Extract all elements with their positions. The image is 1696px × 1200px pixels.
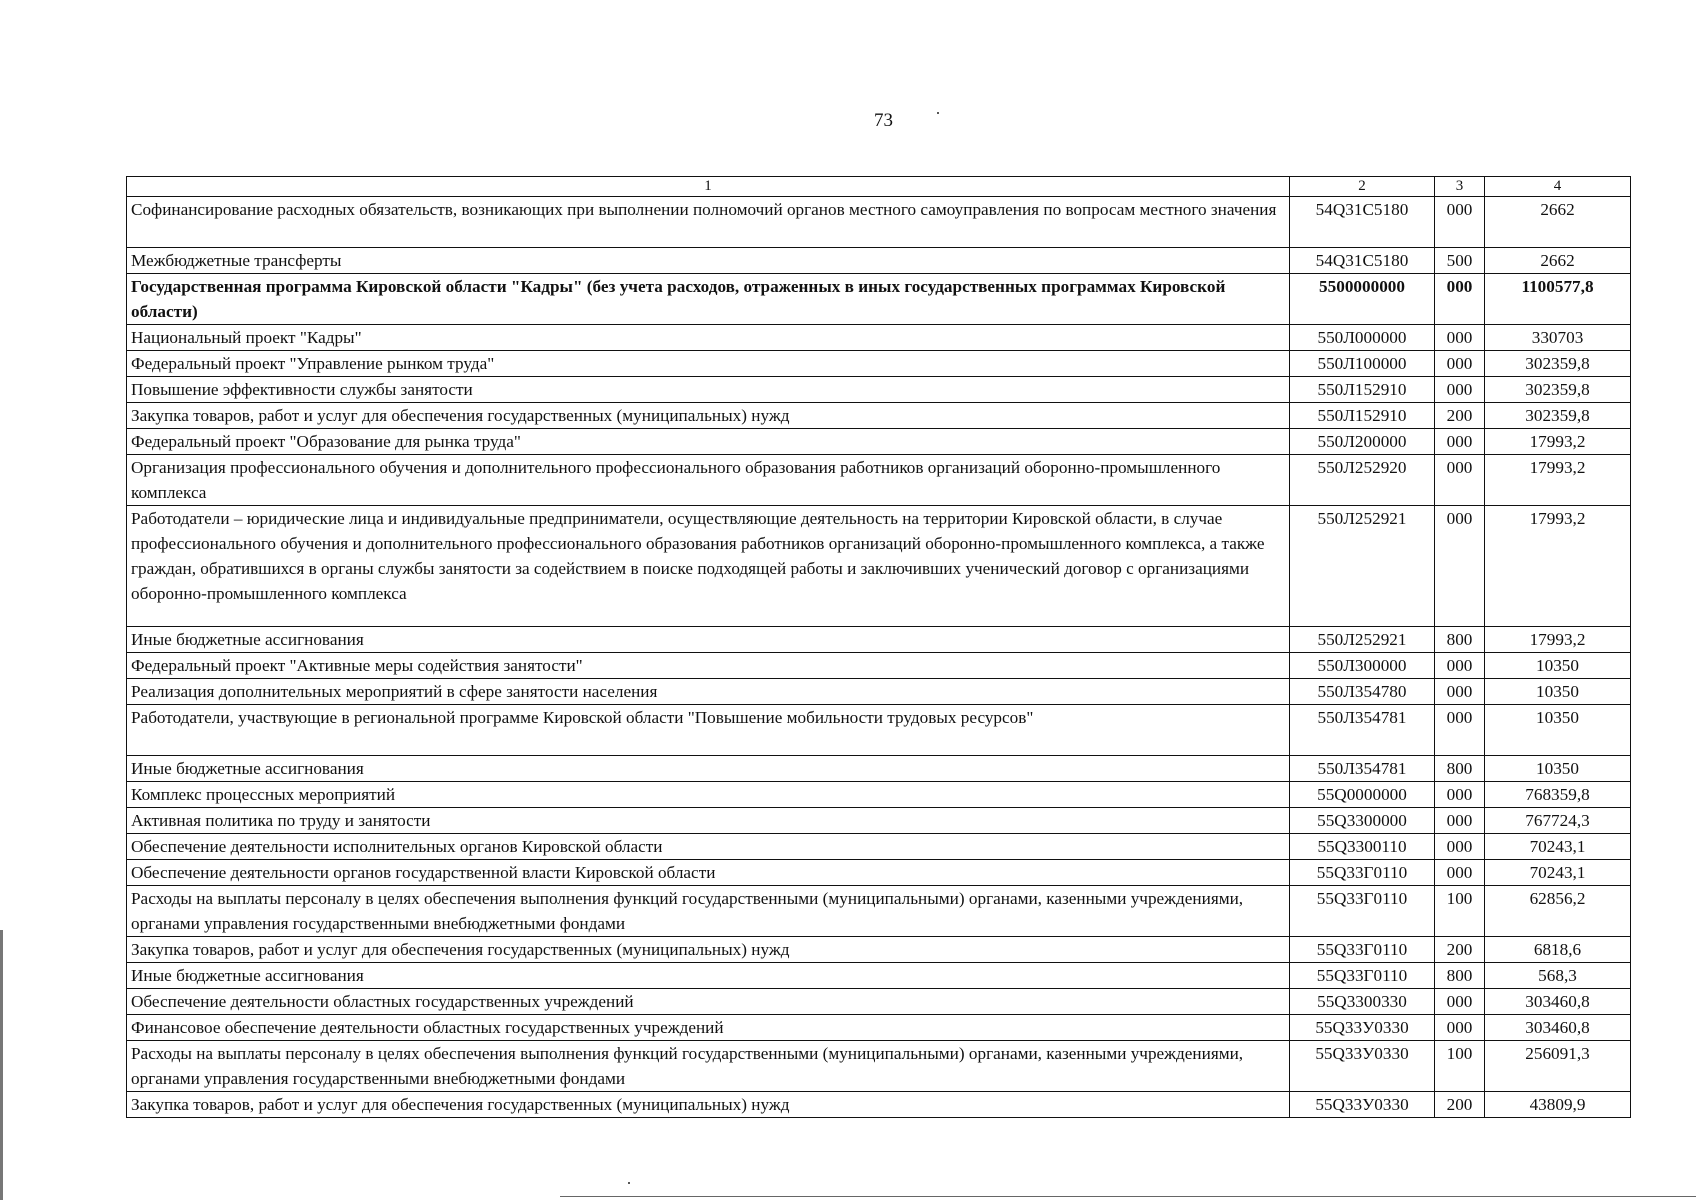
row-sum-cell: 302359,8	[1485, 403, 1631, 429]
table-row	[127, 506, 1631, 627]
row-name-cell: Работодатели – юридические лица и индивидуальные предприниматели, осуществляющие деятельность на территории Кировской области, в случае профессионального обучения и дополнительного профессионального образования работников организаций оборонно-промышленного комплекса, а также граждан, обратившихся в органы службы занятости за содействием в поиске подходящей работы и заключивших ученический договор с организациями оборонно-промышленного комплекса	[127, 506, 1290, 627]
row-name-cell: Работодатели, участвующие в региональной программе Кировской области "Повышение мобильности трудовых ресурсов"	[127, 705, 1290, 756]
budget-table-body	[127, 177, 1631, 1118]
row-sum-cell: 43809,9	[1485, 1092, 1631, 1118]
row-sum-cell: 256091,3	[1485, 1041, 1631, 1092]
row-code-cell: 550Л100000	[1290, 351, 1435, 377]
scan-edge	[0, 930, 3, 1200]
row-code-cell: 550Л252921	[1290, 627, 1435, 653]
row-kind-cell: 000	[1435, 1015, 1485, 1041]
row-sum-cell: 330703	[1485, 325, 1631, 351]
row-code-cell: 550Л354780	[1290, 679, 1435, 705]
table-row	[127, 248, 1631, 274]
row-code-cell: 55Q3300000	[1290, 808, 1435, 834]
row-sum-cell: 10350	[1485, 679, 1631, 705]
table-row	[127, 274, 1631, 325]
row-kind-cell: 000	[1435, 860, 1485, 886]
row-sum-cell: 1100577,8	[1485, 274, 1631, 325]
row-name-cell: Федеральный проект "Активные меры содействия занятости"	[127, 653, 1290, 679]
row-sum-cell: 70243,1	[1485, 860, 1631, 886]
table-row	[127, 455, 1631, 506]
row-code-cell: 550Л000000	[1290, 325, 1435, 351]
table-row	[127, 1092, 1631, 1118]
row-kind-cell: 100	[1435, 1041, 1485, 1092]
row-code-cell: 550Л252921	[1290, 506, 1435, 627]
row-kind-cell: 000	[1435, 351, 1485, 377]
row-kind-cell: 000	[1435, 705, 1485, 756]
row-name-cell: Государственная программа Кировской области "Кадры" (без учета расходов, отраженных в иных государственных программах Кировской области)	[127, 274, 1290, 325]
row-code-cell: 55Q3300330	[1290, 989, 1435, 1015]
row-name-cell: Закупка товаров, работ и услуг для обеспечения государственных (муниципальных) нужд	[127, 937, 1290, 963]
table-row	[127, 963, 1631, 989]
table-row	[127, 886, 1631, 937]
row-code-cell: 55Q0000000	[1290, 782, 1435, 808]
table-row	[127, 705, 1631, 756]
row-kind-cell: 000	[1435, 429, 1485, 455]
row-code-cell: 550Л354781	[1290, 705, 1435, 756]
table-header-row	[127, 177, 1631, 197]
table-row	[127, 1041, 1631, 1092]
row-code-cell: 54Q31C5180	[1290, 197, 1435, 248]
row-kind-cell: 000	[1435, 197, 1485, 248]
row-kind-cell: 100	[1435, 886, 1485, 937]
table-row	[127, 989, 1631, 1015]
row-kind-cell: 000	[1435, 325, 1485, 351]
row-sum-cell: 303460,8	[1485, 989, 1631, 1015]
row-sum-cell: 768359,8	[1485, 782, 1631, 808]
row-name-cell: Межбюджетные трансферты	[127, 248, 1290, 274]
row-kind-cell: 000	[1435, 834, 1485, 860]
row-name-cell: Федеральный проект "Управление рынком труда"	[127, 351, 1290, 377]
table-row	[127, 377, 1631, 403]
row-sum-cell: 10350	[1485, 756, 1631, 782]
row-kind-cell: 000	[1435, 274, 1485, 325]
row-name-cell: Комплекс процессных мероприятий	[127, 782, 1290, 808]
row-code-cell: 550Л152910	[1290, 403, 1435, 429]
row-name-cell: Обеспечение деятельности исполнительных органов Кировской области	[127, 834, 1290, 860]
budget-table	[126, 176, 1631, 1118]
table-row	[127, 937, 1631, 963]
header-cell-3: 3	[1435, 177, 1485, 197]
row-kind-cell: 000	[1435, 679, 1485, 705]
table-row	[127, 860, 1631, 886]
scan-speck	[937, 112, 939, 114]
row-sum-cell: 70243,1	[1485, 834, 1631, 860]
page-number: 73	[874, 110, 893, 131]
row-code-cell: 55Q33У0330	[1290, 1041, 1435, 1092]
table-row	[127, 679, 1631, 705]
row-code-cell: 55Q33У0330	[1290, 1015, 1435, 1041]
row-code-cell: 55Q33У0330	[1290, 1092, 1435, 1118]
row-name-cell: Закупка товаров, работ и услуг для обеспечения государственных (муниципальных) нужд	[127, 403, 1290, 429]
row-name-cell: Национальный проект "Кадры"	[127, 325, 1290, 351]
row-kind-cell: 000	[1435, 808, 1485, 834]
row-kind-cell: 000	[1435, 377, 1485, 403]
row-sum-cell: 568,3	[1485, 963, 1631, 989]
row-sum-cell: 17993,2	[1485, 506, 1631, 627]
row-kind-cell: 000	[1435, 506, 1485, 627]
row-name-cell: Софинансирование расходных обязательств, возникающих при выполнении полномочий органов местного самоуправления по вопросам местного значения	[127, 197, 1290, 248]
row-name-cell: Активная политика по труду и занятости	[127, 808, 1290, 834]
table-row	[127, 808, 1631, 834]
table-row	[127, 325, 1631, 351]
table-row	[127, 627, 1631, 653]
row-name-cell: Организация профессионального обучения и дополнительного профессионального образования работников организаций оборонно-промышленного комплекса	[127, 455, 1290, 506]
row-name-cell: Закупка товаров, работ и услуг для обеспечения государственных (муниципальных) нужд	[127, 1092, 1290, 1118]
row-sum-cell: 302359,8	[1485, 377, 1631, 403]
table-row	[127, 351, 1631, 377]
row-name-cell: Расходы на выплаты персоналу в целях обеспечения выполнения функций государственными (муниципальными) органами, казенными учреждениями, органами управления государственными внебюджетными фондами	[127, 1041, 1290, 1092]
table-row	[127, 1015, 1631, 1041]
row-sum-cell: 10350	[1485, 653, 1631, 679]
row-code-cell: 55Q3300110	[1290, 834, 1435, 860]
row-name-cell: Обеспечение деятельности областных государственных учреждений	[127, 989, 1290, 1015]
row-code-cell: 55Q33Г0110	[1290, 963, 1435, 989]
row-kind-cell: 200	[1435, 403, 1485, 429]
table-row	[127, 403, 1631, 429]
table-row	[127, 782, 1631, 808]
scan-bottom-rule	[560, 1196, 1696, 1197]
row-sum-cell: 17993,2	[1485, 627, 1631, 653]
row-sum-cell: 302359,8	[1485, 351, 1631, 377]
row-sum-cell: 767724,3	[1485, 808, 1631, 834]
header-cell-2: 2	[1290, 177, 1435, 197]
row-name-cell: Расходы на выплаты персоналу в целях обеспечения выполнения функций государственными (муниципальными) органами, казенными учреждениями, органами управления государственными внебюджетными фондами	[127, 886, 1290, 937]
row-kind-cell: 000	[1435, 989, 1485, 1015]
row-name-cell: Иные бюджетные ассигнования	[127, 756, 1290, 782]
row-code-cell: 55Q33Г0110	[1290, 886, 1435, 937]
row-name-cell: Иные бюджетные ассигнования	[127, 963, 1290, 989]
row-code-cell: 55Q33Г0110	[1290, 937, 1435, 963]
row-code-cell: 550Л152910	[1290, 377, 1435, 403]
row-kind-cell: 500	[1435, 248, 1485, 274]
table-row	[127, 756, 1631, 782]
row-sum-cell: 6818,6	[1485, 937, 1631, 963]
row-sum-cell: 17993,2	[1485, 455, 1631, 506]
row-kind-cell: 200	[1435, 937, 1485, 963]
row-code-cell: 55Q33Г0110	[1290, 860, 1435, 886]
row-sum-cell: 17993,2	[1485, 429, 1631, 455]
table-row	[127, 653, 1631, 679]
row-sum-cell: 2662	[1485, 248, 1631, 274]
row-kind-cell: 800	[1435, 627, 1485, 653]
header-cell-1: 1	[127, 177, 1290, 197]
row-code-cell: 5500000000	[1290, 274, 1435, 325]
row-code-cell: 550Л252920	[1290, 455, 1435, 506]
table-row	[127, 429, 1631, 455]
row-kind-cell: 800	[1435, 963, 1485, 989]
table-row	[127, 834, 1631, 860]
row-name-cell: Повышение эффективности службы занятости	[127, 377, 1290, 403]
row-code-cell: 550Л200000	[1290, 429, 1435, 455]
row-kind-cell: 000	[1435, 455, 1485, 506]
row-name-cell: Иные бюджетные ассигнования	[127, 627, 1290, 653]
row-kind-cell: 200	[1435, 1092, 1485, 1118]
row-kind-cell: 000	[1435, 653, 1485, 679]
row-sum-cell: 62856,2	[1485, 886, 1631, 937]
header-cell-4: 4	[1485, 177, 1631, 197]
row-kind-cell: 800	[1435, 756, 1485, 782]
scan-speck	[628, 1182, 630, 1184]
row-name-cell: Реализация дополнительных мероприятий в сфере занятости населения	[127, 679, 1290, 705]
row-code-cell: 550Л300000	[1290, 653, 1435, 679]
row-sum-cell: 2662	[1485, 197, 1631, 248]
row-kind-cell: 000	[1435, 782, 1485, 808]
row-sum-cell: 303460,8	[1485, 1015, 1631, 1041]
row-code-cell: 54Q31C5180	[1290, 248, 1435, 274]
row-name-cell: Федеральный проект "Образование для рынка труда"	[127, 429, 1290, 455]
row-sum-cell: 10350	[1485, 705, 1631, 756]
table-row	[127, 197, 1631, 248]
row-name-cell: Обеспечение деятельности органов государственной власти Кировской области	[127, 860, 1290, 886]
row-name-cell: Финансовое обеспечение деятельности областных государственных учреждений	[127, 1015, 1290, 1041]
row-code-cell: 550Л354781	[1290, 756, 1435, 782]
